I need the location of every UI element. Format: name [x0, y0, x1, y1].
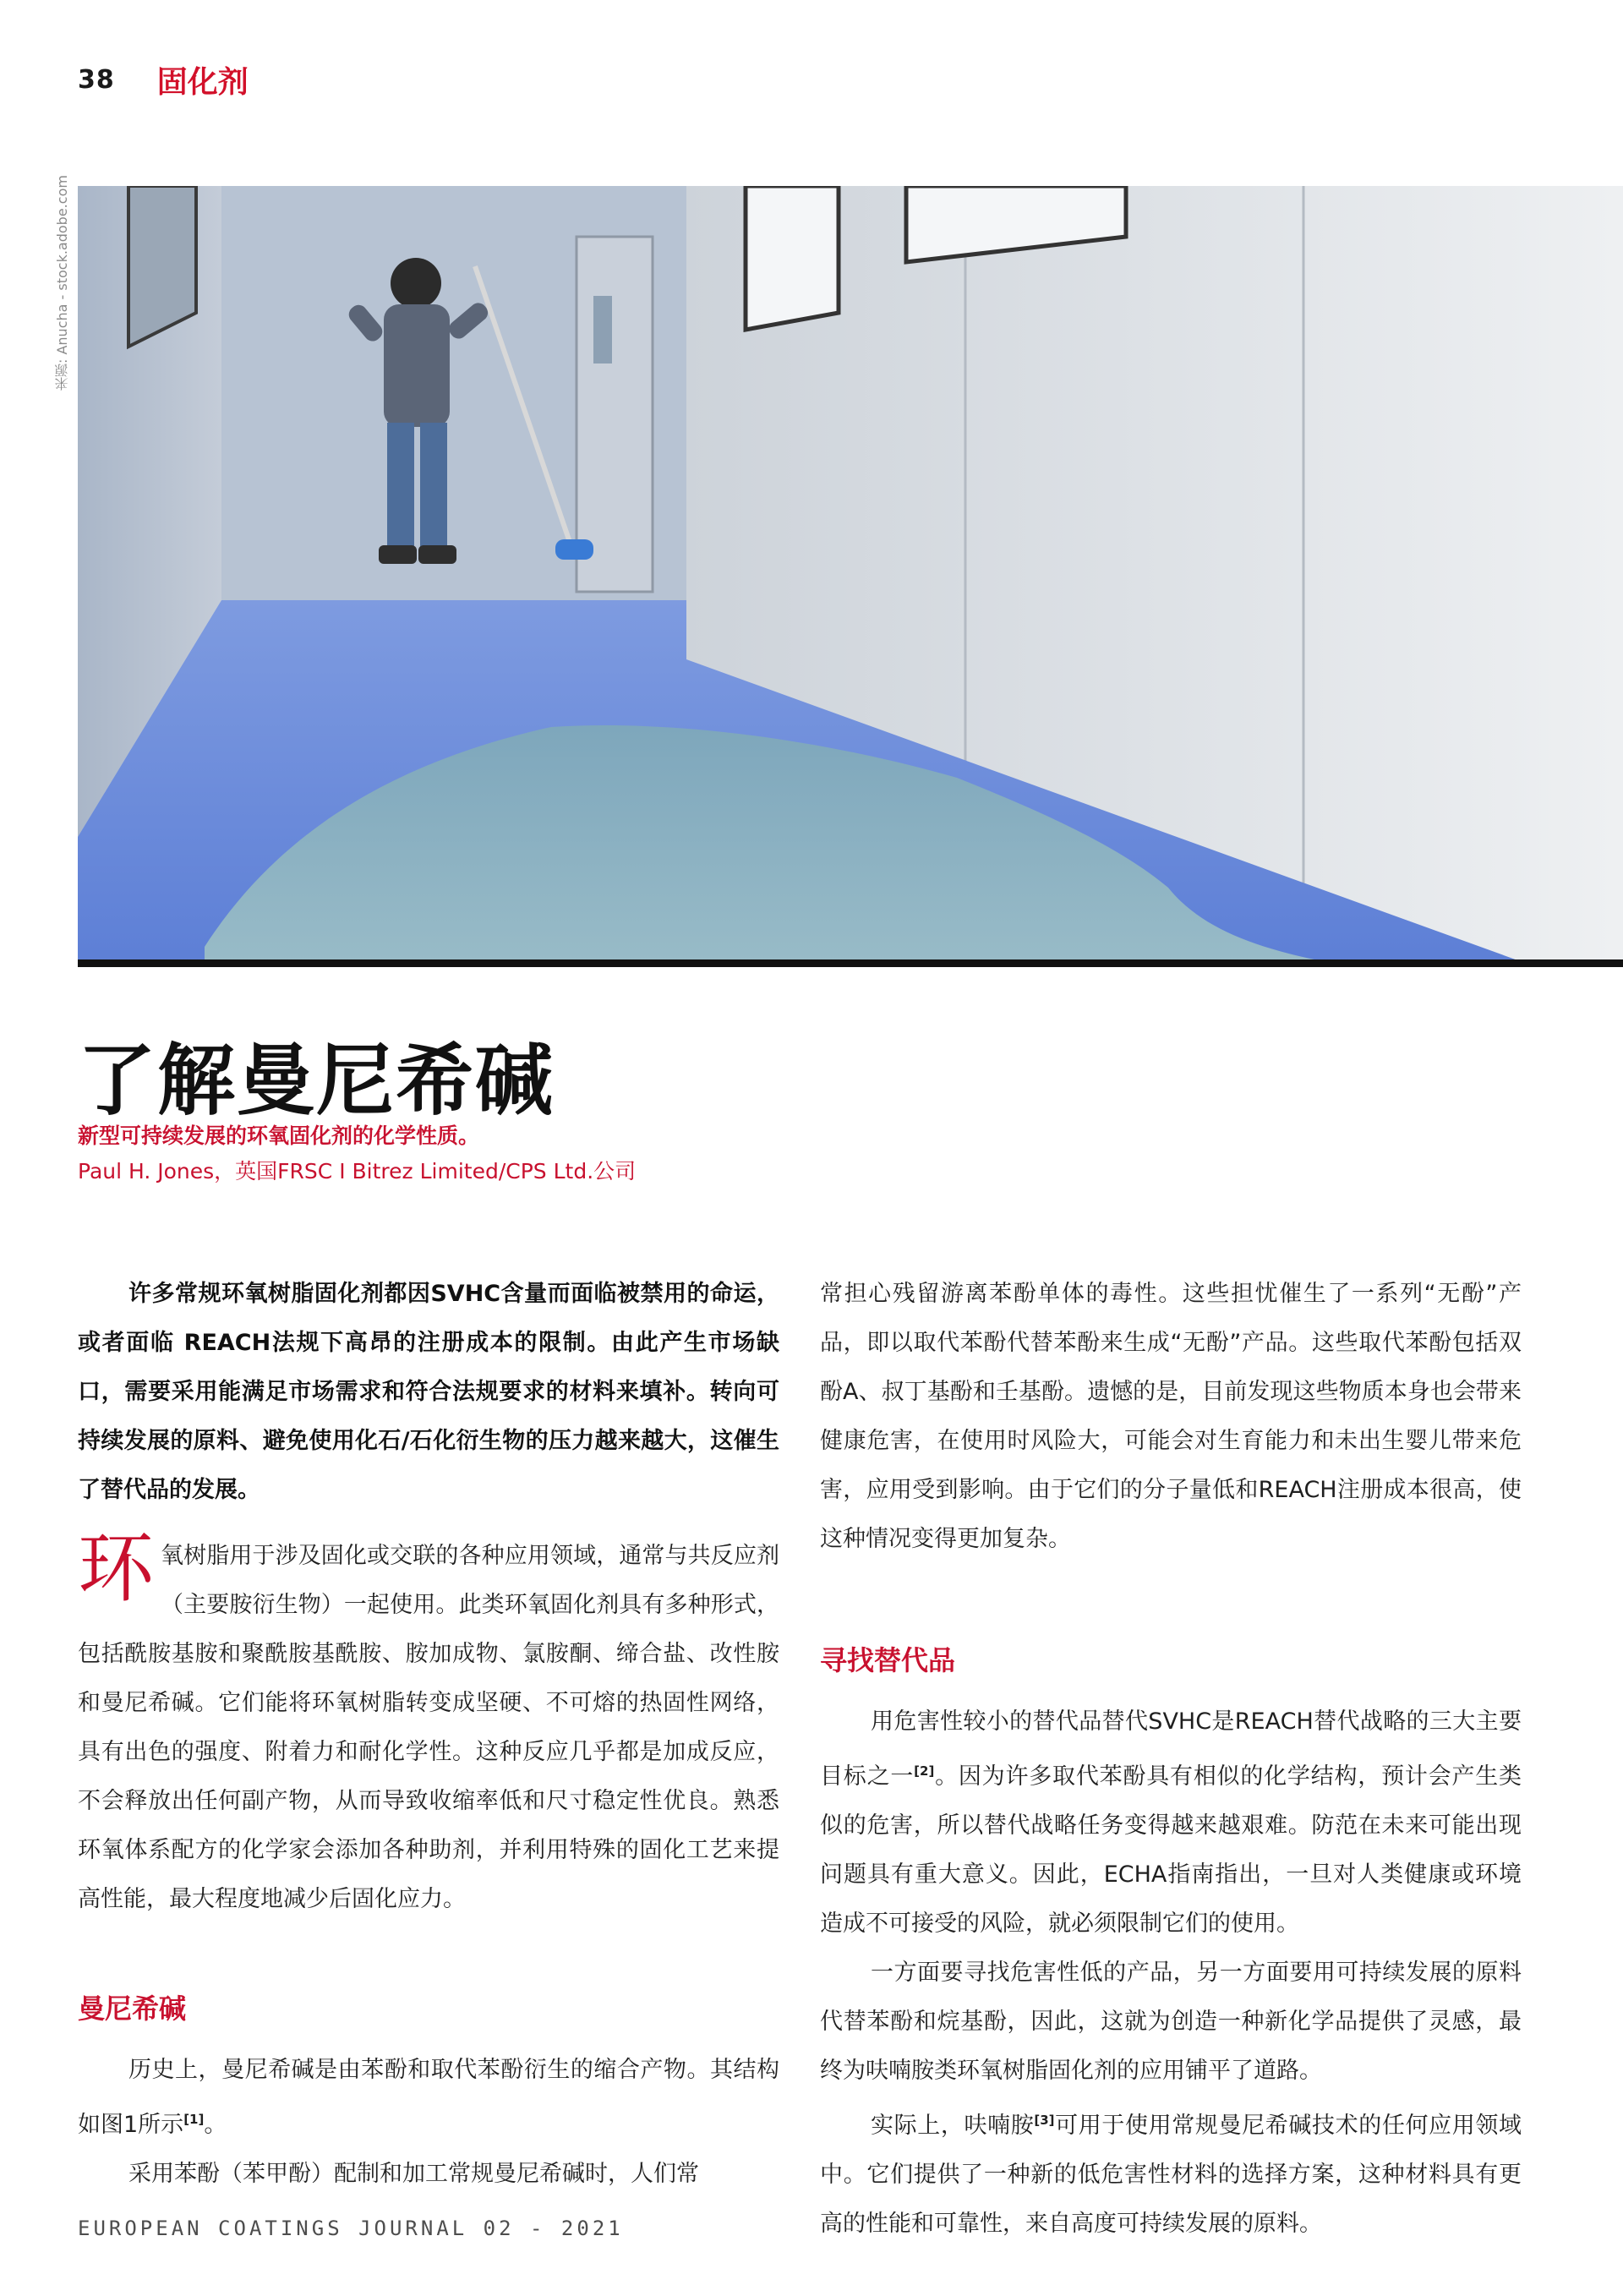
journal-footer: EUROPEAN COATINGS JOURNAL 02 - 2021	[78, 2217, 624, 2240]
left-column	[78, 1270, 779, 2199]
substitution-text-a: 用危害性较小的替代品替代SVHC是REACH替代战略的三大主要目标之一	[820, 1708, 1522, 1790]
furan-text-b: 可用于使用常规曼尼希碱技术的任何应用领域中。它们提供了一种新的低危害性材料的选择方案，这种材料具有更高的性能和可靠性，来自高度可持续发展的原料。	[820, 2113, 1522, 2237]
photo-divider	[78, 959, 1623, 967]
article-author: Paul H. Jones，英国FRSC I Bitrez Limited/CPS Ltd.公司	[78, 1159, 637, 1184]
heading-mannich-base: 曼尼希碱	[78, 1993, 187, 2025]
lead-paragraph: 许多常规环氧树脂固化剂都因SVHC含量而面临被禁用的命运，或者面临 REACH法规下高昂的注册成本的限制。由此产生市场缺口，需要采用能满足市场需求和符合法规要求的材料来填补。转向可持续发展的原料、避免使用化石/石化衍生物的压力越来越大，这催生了替代品的发展。	[78, 1281, 779, 1503]
sustainable-paragraph: 一方面要寻找危害性低的产品，另一方面要用可持续发展的原料代替苯酚和烷基酚，因此，这就为创造一种新化学品提供了灵感，最终为呋喃胺类环氧树脂固化剂的应用铺平了道路。	[820, 1960, 1522, 2084]
history-text: 历史上，曼尼希碱是由苯酚和取代苯酚衍生的缩合产物。其结构如图1所示	[78, 2057, 779, 2138]
furan-text-a: 实际上，呋喃胺	[871, 2113, 1035, 2139]
heading-alternatives: 寻找替代品	[820, 1644, 956, 1676]
section-label: 固化剂	[156, 64, 249, 100]
substitution-paragraph	[820, 1697, 1522, 1949]
reference-1: [1]	[183, 2112, 205, 2127]
article-title: 了解曼尼希碱	[78, 1035, 555, 1126]
phenol-paragraph: 采用苯酚（苯甲酚）配制和加工常规曼尼希碱时，人们常	[128, 2161, 699, 2187]
reference-3: [3]	[1034, 2113, 1055, 2128]
drop-cap: 环	[78, 1524, 154, 1613]
photo-credit: 来源: Anucha - stock.adobe.com	[54, 175, 70, 391]
page-header	[78, 59, 249, 100]
reference-2: [2]	[914, 1763, 935, 1779]
history-paragraph	[78, 2046, 779, 2150]
cleanroom-illustration	[78, 186, 1623, 965]
substitution-text-b: 。因为许多取代苯酚具有相似的化学结构，预计会产生类似的危害，所以替代战略任务变得越来越艰难。防范在未来可能出现问题具有重大意义。因此，ECHA指南指出，一旦对人类健康或环境造成不可接受的风险，就必须限制它们的使用。	[820, 1763, 1522, 1937]
history-text-end: 。	[204, 2112, 227, 2138]
article-subtitle: 新型可持续发展的环氧固化剂的化学性质。	[78, 1123, 480, 1148]
toxicity-paragraph: 常担心残留游离苯酚单体的毒性。这些担忧催生了一系列“无酚”产品，即以取代苯酚代替苯酚来生成“无酚”产品。这些取代苯酚包括双酚A、叔丁基酚和壬基酚。遗憾的是，目前发现这些物质本身也会带来健康危害，在使用时风险大，可能会对生育能力和未出生婴儿带来危害，应用受到影响。由于它们的分子量低和REACH注册成本很高，使这种情况变得更加复杂。	[820, 1281, 1522, 1552]
intro-text: 氧树脂用于涉及固化或交联的各种应用领域，通常与共反应剂（主要胺衍生物）一起使用。此类环氧固化剂具有多种形式，包括酰胺基胺和聚酰胺基酰胺、胺加成物、氯胺酮、缔合盐、改性胺和曼尼希碱。它们能将环氧树脂转变成坚硬、不可熔的热固性网络，具有出色的强度、附着力和耐化学性。这种反应几乎都是加成反应，不会释放出任何副产物，从而导致收缩率低和尺寸稳定性优良。熟悉环氧体系配方的化学家会添加各种助剂，并利用特殊的固化工艺来提高性能，最大程度地减少后固化应力。	[78, 1543, 779, 1912]
article-photo	[78, 186, 1623, 965]
furan-amine-paragraph	[820, 2096, 1522, 2249]
right-column	[820, 1270, 1522, 2249]
page-number: 38	[78, 64, 115, 95]
intro-paragraph	[78, 1524, 779, 1924]
